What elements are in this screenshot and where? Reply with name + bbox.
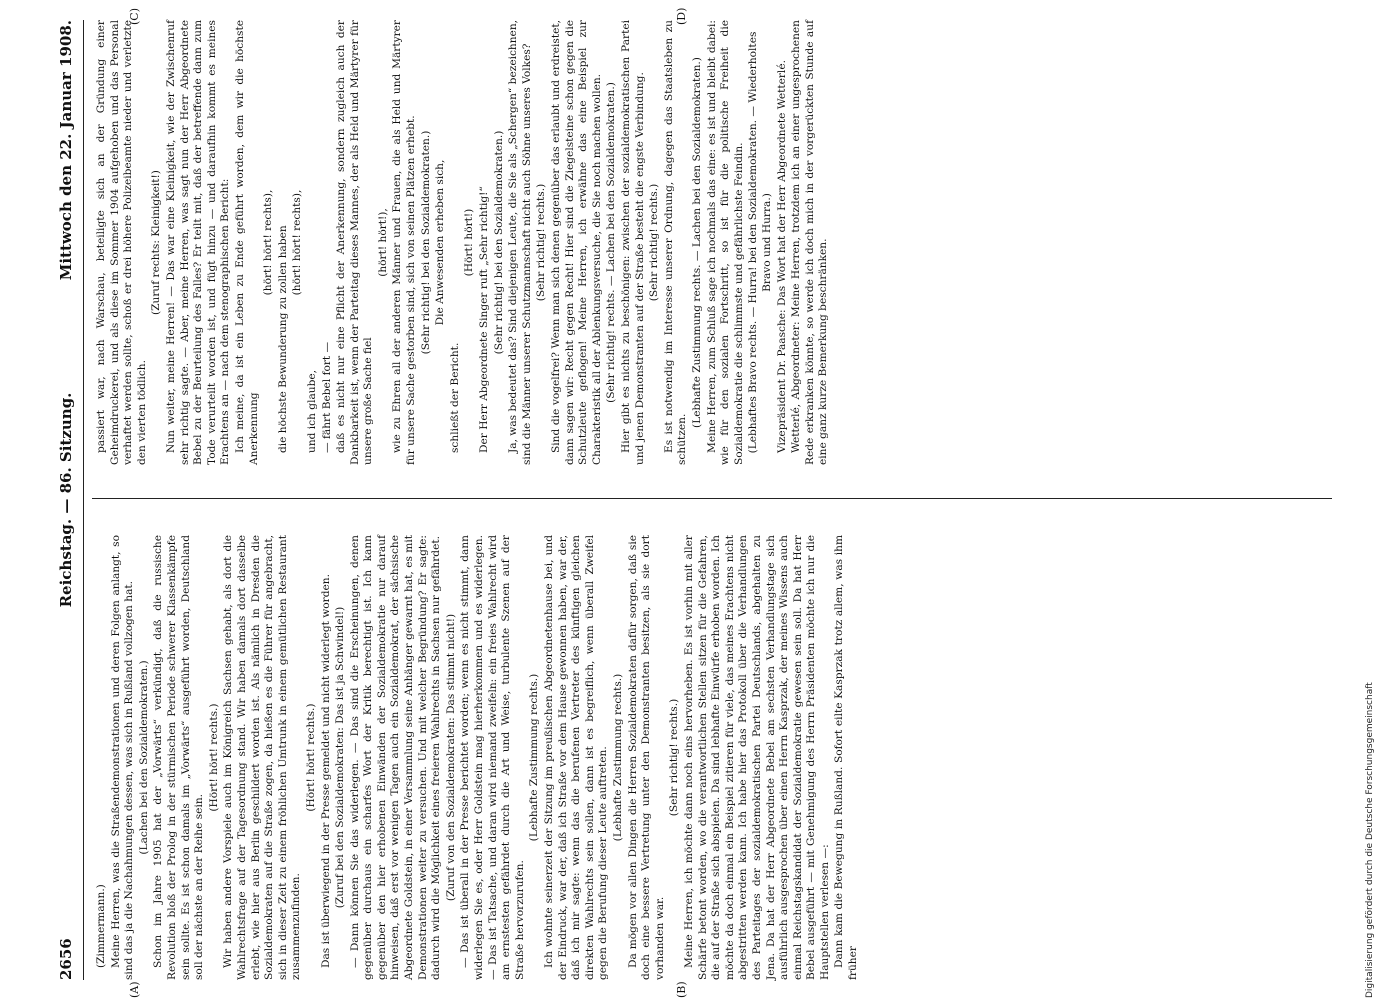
interjection: (Sehr richtig! rechts.) [648, 183, 661, 302]
interjection: (Lebhaftes Bravo rechts. — Hurra! bei den Sozialdemokraten. — Wiederholtes Bravo und Hurra.) [747, 31, 773, 454]
paragraph: — fährt Bebel fort — [320, 341, 333, 453]
paragraph: Dann kam die Bewegung in Rußland. Sofort eilte Kasprzak trotz allem, was ihm früher [833, 535, 860, 980]
digitization-credit: Digitalisierung gefördert durch die Deutsche Forschungsgemeinschaft [1365, 682, 1375, 998]
paragraph: die höchste Bewunderung zu zollen haben [276, 225, 289, 453]
paragraph: Ich wohnte seinerzeit der Sitzung im preußischen Abgeordnetenhause bei, und der Eindruck, war der, daß ich Straße vor dem Hause gewonnen haben, war der, daß ich mir sagte: wenn das die berufenen Vertreter des künftigen gleichen direkten Wahlrechts sein sollen, dann ist es begreiflich, wenn überall Zweifel gegen die Berufung dieser Leute auftreten. [543, 535, 610, 980]
paragraph: schließt der Bericht. [448, 342, 461, 453]
interjection: (hört! hört!), [376, 208, 389, 277]
interjection: (Zuruf rechts: Kleinigkeit!) [150, 170, 163, 315]
interjection: (Lachen bei den Sozialdemokraten.) [137, 660, 150, 855]
session-title: Reichstag. — 86. Sitzung. [57, 392, 75, 608]
interjection: (Lebhafte Zustimmung rechts.) [611, 673, 624, 842]
interjection: (Lebhafte Zustimmung rechts. — Lachen bei den Sozialdemokraten.) [690, 57, 703, 428]
interjection: (Sehr richtig! rechts. — Lachen bei den Sozialdemokraten.) [605, 82, 618, 403]
paragraph: (Zimmermann.) [95, 884, 107, 968]
paragraph: Da mögen vor allen Dingen die Herren Sozialdemokraten dafür sorgen, daß sie doch eine bessere Vertretung unter den Demonstranten besitzen, als sie dort vorhanden war. [626, 535, 666, 980]
paragraph: Hier gibt es nichts zu beschönigen: zwischen der sozialdemokratischen Partei und jenen Demonstranten auf der Straße besteht die engste Verbindung. [619, 20, 646, 465]
page-header [55, 20, 84, 980]
interjection: (Hört! hört! rechts.) [304, 703, 317, 812]
interjection: (hört! hört! rechts), [291, 189, 304, 296]
margin-marker-b: (B) [675, 981, 688, 998]
paragraph: Meine Herren, zum Schluß sage ich nochmals das eine: es ist und bleibt dabei: wie für den sozialen Fortschritt, so ist für die politische Freiheit die Sozialdemokratie die schlimmste und gefährlichste Feindin. [705, 20, 745, 465]
column-divider [92, 498, 1332, 499]
interjection: (Sehr richtig! bei den Sozialdemokraten.) [492, 130, 505, 355]
paragraph: Der Herr Abgeordnete Singer ruft „Sehr richtig!“ [478, 186, 491, 453]
interjection: (Zuruf bei den Sozialdemokraten: Das ist ja Schwindel!) [334, 606, 347, 909]
paragraph: und ich glaube, [305, 369, 318, 453]
paragraph: Ich meine, da ist ein Leben zu Ende geführt worden, dem wir die höchste Anerkennung [233, 20, 260, 465]
interjection: (Sehr richtig! bei den Sozialdemokraten.) [419, 130, 432, 355]
paragraph: passiert war, nach Warschau, beteiligte sich an der Gründung einer Geheimdruckerei, und als diese im Sommer 1904 aufgehoben und das Personal verhaftet werden sollte, schoß er drei höhere Polizeibeamte nieder und verletzte den vierten tödlich. [95, 20, 148, 465]
paragraph: wie zu Ehren all der anderen Männer und Frauen, die als Held und Märtyrer für unsere Sache gestorben sind, sich von seinen Plätzen erhebt. [391, 20, 418, 465]
interjection: Die Anwesenden erheben sich, [434, 159, 447, 326]
paragraph: Wetterlé, Abgeordneter: Meine Herren, trotzdem ich an einer ungesprochenen Rede erkranken könnte, so werde ich doch mich in der vorgerückten Stunde auf eine ganz kurze Bemerkung beschränken. [790, 20, 830, 465]
interjection: (Hört! hört!) [463, 208, 476, 277]
paragraph: — Das ist überall in der Presse berichtet worden; wenn es nicht stimmt, dann widerlegen Sie es, oder Herr Goldstein mag hierherkommen und es widerlegen. — Das ist Tatsache, und daran wird niemand zweifeln: ein freies Wahlrecht wird am ernstesten gefährdet durch die Art und Weise, turbulente Szenen auf der Straße hervorzurufen. [459, 535, 526, 980]
paragraph: Schon im Jahre 1905 hat der „Vorwärts“ verkündigt, daß die russische Revolution bloß der Prolog in der stürmischen Periode schwerer Klassenkämpfe sein sollte. Es ist schon damals im „Vorwärts“ ausgeführt worden, Deutschland soll der nächste an der Reihe sein. [152, 535, 206, 980]
paragraph: Ja, was bedeutet das? Sind diejenigen Leute, die Sie als „Schergen“ bezeichnen, sind die Männer unserer Schutzmannschaft nicht auch Söhne unseres Volkes? [507, 19, 533, 465]
paragraph: Es ist notwendig im Interesse unserer Ordnung, dagegen das Staatsleben zu schützen. [662, 20, 689, 465]
session-date: Mittwoch den 22. Januar 1908. [57, 20, 75, 281]
paragraph: Meine Herren, ich möchte dann noch eins hervorheben. Es ist vorhin mit aller Schärfe betont worden, wo die verantwortlichen Stellen sitzen für die Gefahren, die auf der Straße sich abspielen. Da sind lebhafte Einwürfe erhoben worden. Ich möchte da doch einmal ein Beispiel zitieren für viele, das meines Erachtens nicht abgestritten werden kann. Ich habe hier das Protokoll über die Verhandlungen des Parteitages der sozialdemokratischen Partei Deutschlands, abgehalten zu Jena. Da hat der Herr Abgeordnete Bebel am sechsten Verhandlungstage sich ausführlich ausgesprochen über einen Herrn Kasprzak, der meines Wissens auch einmal Reichstagskandidat der Sozialdemokratie gewesen sein soll. Da hat Herr Bebel ausgeführt — mit Genehmigung des Herrn Präsidenten möchte ich nur die Hauptstellen verlesen —: [682, 535, 831, 980]
left-column [95, 535, 862, 980]
paragraph: Das ist überwiegend in der Presse gemeldet und nicht widerlegt worden. [319, 574, 332, 968]
paragraph: Sind die vogelfrei? Wenn man sich denen gegenüber das erlaubt und erdreistet, dann sagen wir: Recht gegen Recht! Hier sind die Ziegelsteine schon gegen die Schutzleute geflogen! Meine Herren, ich erwähne das eine Beispiel zur Charakteristik all der Ablenkungsversuche, die Sie noch machen wollen. [550, 20, 603, 465]
margin-marker-c: (C) [128, 8, 141, 25]
interjection: (Sehr richtig! rechts.) [668, 698, 681, 817]
paragraph: — Dann können Sie das widerlegen. — Das sind die Erscheinungen, denen gegenüber durchaus ein scharfes Wort der Kritik berechtigt ist. Ich kann gegenüber den hier erhobenen Einwänden der Sozialdemokratie nur darauf hinweisen, daß erst vor wenigen Tagen auch ein Sozialdemokrat, der sächsische Abgeordnete Goldstein, in einer Versammlung seine Anhänger gewarnt hat, es mit Demonstrationen weiter zu versuchen. Und mit welcher Begründung? Er sagte: dadurch wird die Möglichkeit eines freieren Wahlrechts in Sachsen nur gefährdet. [348, 535, 443, 980]
paragraph: Vizepräsident Dr. Paasche: Das Wort hat der Herr Abgeordnete Wetterlé. [775, 60, 788, 453]
margin-marker-a: (A) [128, 981, 141, 998]
page-number: 2656 [57, 938, 75, 980]
interjection: (Sehr richtig! rechts.) [535, 183, 548, 302]
interjection: (hört! hört! rechts), [262, 189, 275, 296]
margin-marker-d: (D) [675, 7, 688, 25]
paragraph: Meine Herren, was die Straßendemonstrationen und deren Folgen anlangt, so sind das ja die Nachahmungen dessen, was sich in Rußland vollzogen hat. [109, 535, 136, 980]
interjection: (Lebhafte Zustimmung rechts.) [528, 673, 541, 842]
interjection: (Hört! hört! rechts.) [207, 703, 220, 812]
paragraph: daß es nicht nur eine Pflicht der Anerkennung, sondern zugleich auch der Dankbarkeit ist, wenn der Parteitag dieses Mannes, der als Held und Märtyrer für unsere große Sache fiel [335, 20, 375, 465]
paragraph: Wir haben andere Vorspiele auch im Königreich Sachsen gehabt, als dort die Wahlrechtsfrage auf der Tagesordnung stand. Wir haben damals dort dasselbe erlebt, wie hier aus Berlin geschildert worden ist. Als nämlich in Dresden die Sozialdemokraten auf die Straße zogen, da hießen es die Führer für angebracht, sich in dieser Zeit zu einem fröhlichen Umtrunk in einem gemütlichen Restaurant zusammenzufinden. [222, 535, 303, 980]
interjection: (Zuruf von den Sozialdemokraten: Das stimmt nicht!) [444, 613, 457, 902]
paragraph: Nun weiter, meine Herren! — Das war eine Kleinigkeit, wie der Zwischenruf sehr richtig sagte. — Aber, meine Herren, was sagt nun der Herr Abgeordnete Bebel zu der Beurteilung des Falles? Er teilt mit, daß der betreffende dann zum Tode verurteilt worden ist, und fügt hinzu — und daraufhin kommt es meines Erachtens an — nach dem stenographischen Bericht: [164, 20, 232, 465]
right-column [95, 20, 832, 465]
